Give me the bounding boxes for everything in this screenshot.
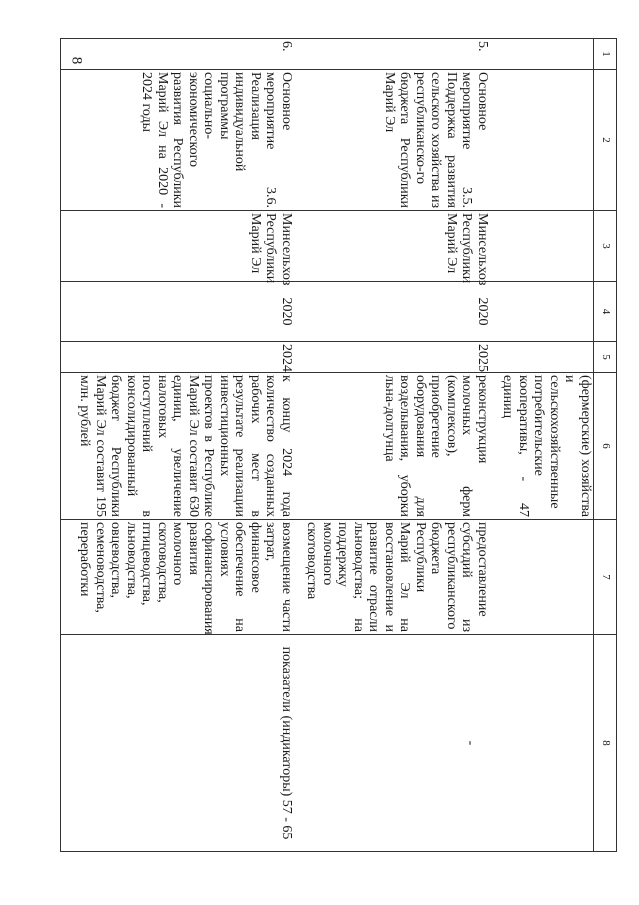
measure-name: Основное мероприятие 3.5. Поддержка развития сельского хозяйства из республиканско-го бюджета Республики Марий Эл	[382, 72, 490, 208]
end-year: 2025	[304, 342, 490, 373]
start-year: 2020	[304, 282, 490, 342]
indicators: показатели (индикаторы) 57 - 65	[77, 635, 294, 852]
column-number: 2	[594, 70, 617, 211]
column-number: 3	[594, 211, 617, 282]
column-number: 6	[594, 373, 617, 520]
executor: Минсельхоз Республики Марий Эл	[248, 213, 294, 286]
column-number-row	[594, 39, 617, 852]
result-text: (фермерские) хозяйства и сельскохозяйственные потребительские кооперативы, - 47 единиц	[500, 375, 593, 517]
column-number: 1	[594, 39, 617, 70]
row-number: 6.	[77, 39, 294, 70]
expected-result: к концу 2024 года количество созданных рабочих мест в результате реализации инвестиционных проектов в Республике Марий Эл составит 630 единиц, увеличение налоговых поступлений в консолидированный бюджет Республики Марий Эл составит 195 млн. рублей	[77, 375, 294, 517]
measure-name: Основное мероприятие 3.6. Реализация индивидуальной программы социально-экономического развития Республики Марий Эл на 2020 - 2024 годы	[139, 72, 294, 208]
measures-table	[60, 38, 617, 852]
column-number: 4	[594, 282, 617, 342]
start-year: 2020	[77, 282, 294, 342]
table-row	[304, 39, 490, 852]
end-year: 2024	[77, 342, 294, 373]
table-row	[77, 39, 294, 852]
executor: Минсельхоз Республики Марий Эл	[444, 213, 490, 286]
indicators: -	[304, 635, 490, 852]
implementation-directions: предоставление субсидий из республиканского бюджета Республики Марий Эл на восстановление и развитие отрасли льноводства; на поддержку молочного скотоводства	[304, 522, 490, 632]
column-number: 8	[594, 635, 617, 852]
row-number: 5.	[304, 39, 490, 70]
expected-result: реконструкция молочных ферм (комплексов), приобретение оборудования для возделывания, уборки льна-долгунца	[382, 375, 490, 517]
column-number: 7	[594, 520, 617, 635]
column-number: 5	[594, 342, 617, 373]
page-number: 8	[68, 56, 85, 65]
continuation-row	[500, 39, 594, 852]
implementation-directions: возмещение части затрат, финансовое обеспечение на условиях софинансирования развития молочного скотоводства, птицеводства, льноводства, овцеводства, семеноводства, переработки	[77, 522, 294, 635]
